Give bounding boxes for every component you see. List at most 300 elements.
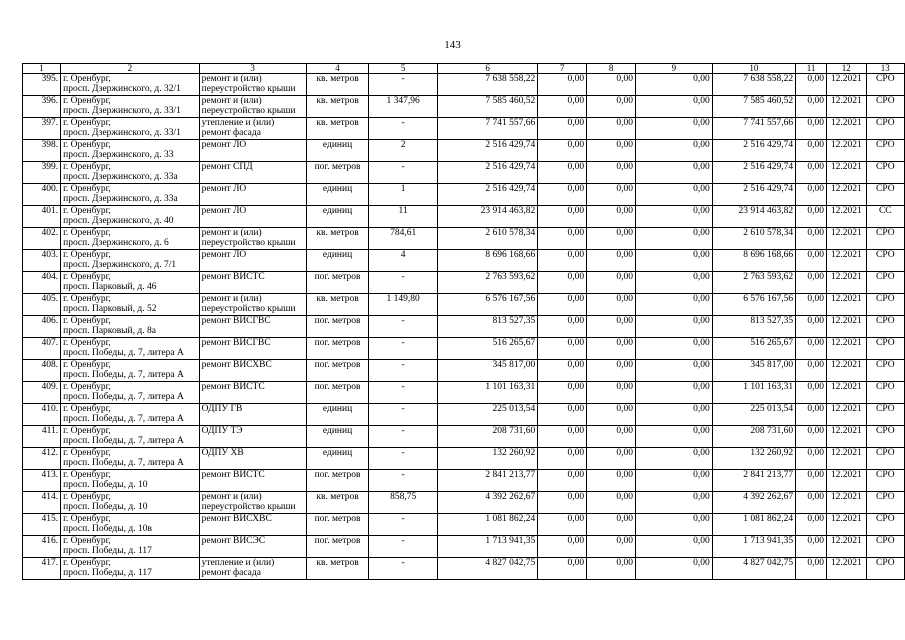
column-header: 4 [306, 64, 369, 74]
source-cell: СРО [866, 360, 904, 382]
table-body [23, 74, 905, 580]
cost-cell: 0,00 [796, 470, 827, 492]
cost-cell: 0,00 [538, 140, 587, 162]
address-line: просп. Дзержинского, д. 33/1 [63, 128, 181, 138]
work-line: ремонт ЛО [201, 140, 247, 150]
unit-cell: пог. метров [306, 470, 369, 492]
address-cell [61, 250, 200, 272]
unit-cell: единиц [306, 426, 369, 448]
column-header: 12 [827, 64, 867, 74]
work-line: ремонт и (или) [201, 492, 262, 502]
total-cost-cell: 1 713 941,35 [437, 536, 537, 558]
cost-cell: 1 081 862,24 [712, 514, 795, 536]
cost-cell: 0,00 [587, 316, 636, 338]
unit-cell: единиц [306, 404, 369, 426]
cost-cell: 0,00 [796, 426, 827, 448]
cost-cell: 0,00 [538, 338, 587, 360]
works-table [22, 63, 905, 580]
work-line: утепление и (или) [201, 558, 275, 568]
cost-cell: 0,00 [587, 74, 636, 96]
cost-cell: 0,00 [587, 514, 636, 536]
total-cost-cell: 813 527,35 [437, 316, 537, 338]
source-cell: СРО [866, 96, 904, 118]
source-cell: СРО [866, 404, 904, 426]
row-number: 411. [23, 426, 61, 448]
address-line: г. Оренбург, [63, 316, 111, 326]
work-line: ремонт ВИСЭС [201, 536, 266, 546]
cost-cell: 7 585 460,52 [712, 96, 795, 118]
address-cell [61, 558, 200, 580]
cost-cell: 0,00 [538, 536, 587, 558]
address-line: просп. Дзержинского, д. 7/1 [63, 260, 177, 270]
table-header [23, 64, 905, 74]
table-row [23, 250, 905, 272]
date-cell: 12.2021 [827, 448, 867, 470]
header-row [23, 64, 905, 74]
work-line: ОДПУ ГВ [201, 404, 243, 414]
column-header: 11 [796, 64, 827, 74]
row-number: 398. [23, 140, 61, 162]
cost-cell: 0,00 [538, 162, 587, 184]
row-number: 417. [23, 558, 61, 580]
cost-cell: 6 576 167,56 [712, 294, 795, 316]
address-line: г. Оренбург, [63, 360, 111, 370]
row-number: 407. [23, 338, 61, 360]
date-cell: 12.2021 [827, 316, 867, 338]
cost-cell: 345 817,00 [712, 360, 795, 382]
address-cell [61, 426, 200, 448]
cost-cell: 0,00 [538, 404, 587, 426]
cost-cell: 2 516 429,74 [712, 184, 795, 206]
cost-cell: 0,00 [587, 536, 636, 558]
quantity-cell: 11 [369, 206, 438, 228]
row-number: 402. [23, 228, 61, 250]
table-row [23, 272, 905, 294]
cost-cell: 0,00 [636, 162, 713, 184]
address-line: г. Оренбург, [63, 74, 111, 84]
quantity-cell: - [369, 514, 438, 536]
column-header: 7 [538, 64, 587, 74]
table-row [23, 206, 905, 228]
work-line: переустройство крыши [201, 84, 296, 94]
quantity-cell: 4 [369, 250, 438, 272]
total-cost-cell: 2 516 429,74 [437, 184, 537, 206]
cost-cell: 0,00 [796, 228, 827, 250]
quantity-cell: - [369, 338, 438, 360]
work-type-cell [199, 74, 306, 96]
work-line: ремонт ВИСХВС [201, 514, 272, 524]
date-cell: 12.2021 [827, 140, 867, 162]
cost-cell: 4 827 042,75 [712, 558, 795, 580]
address-line: просп. Победы, д. 117 [63, 568, 152, 578]
work-type-cell [199, 206, 306, 228]
work-type-cell [199, 140, 306, 162]
cost-cell: 0,00 [636, 382, 713, 404]
cost-cell: 0,00 [636, 536, 713, 558]
unit-cell: пог. метров [306, 338, 369, 360]
quantity-cell: - [369, 536, 438, 558]
total-cost-cell: 2 841 213,77 [437, 470, 537, 492]
table-row [23, 74, 905, 96]
date-cell: 12.2021 [827, 162, 867, 184]
total-cost-cell: 4 392 262,67 [437, 492, 537, 514]
work-line: ремонт ВИСТС [201, 272, 265, 282]
cost-cell: 0,00 [587, 426, 636, 448]
column-header: 5 [369, 64, 438, 74]
work-type-cell [199, 316, 306, 338]
cost-cell: 0,00 [796, 492, 827, 514]
cost-cell: 0,00 [538, 558, 587, 580]
address-line: г. Оренбург, [63, 558, 111, 568]
cost-cell: 2 763 593,62 [712, 272, 795, 294]
unit-cell: единиц [306, 184, 369, 206]
address-line: г. Оренбург, [63, 470, 111, 480]
date-cell: 12.2021 [827, 514, 867, 536]
address-cell [61, 536, 200, 558]
quantity-cell: - [369, 404, 438, 426]
work-type-cell [199, 558, 306, 580]
cost-cell: 0,00 [587, 96, 636, 118]
work-line: ремонт и (или) [201, 74, 262, 84]
cost-cell: 0,00 [538, 448, 587, 470]
cost-cell: 4 392 262,67 [712, 492, 795, 514]
source-cell: СРО [866, 184, 904, 206]
unit-cell: единиц [306, 206, 369, 228]
work-line: переустройство крыши [201, 238, 296, 248]
work-type-cell [199, 470, 306, 492]
address-line: г. Оренбург, [63, 294, 111, 304]
cost-cell: 0,00 [636, 140, 713, 162]
work-type-cell [199, 184, 306, 206]
address-cell [61, 360, 200, 382]
work-type-cell [199, 404, 306, 426]
source-cell: СРО [866, 448, 904, 470]
cost-cell: 0,00 [636, 294, 713, 316]
cost-cell: 0,00 [796, 140, 827, 162]
table-row [23, 316, 905, 338]
date-cell: 12.2021 [827, 206, 867, 228]
source-cell: СРО [866, 118, 904, 140]
cost-cell: 0,00 [587, 558, 636, 580]
quantity-cell: - [369, 448, 438, 470]
unit-cell: единиц [306, 448, 369, 470]
date-cell: 12.2021 [827, 558, 867, 580]
address-line: просп. Дзержинского, д. 33а [63, 194, 178, 204]
date-cell: 12.2021 [827, 404, 867, 426]
quantity-cell: - [369, 382, 438, 404]
cost-cell: 0,00 [796, 338, 827, 360]
cost-cell: 0,00 [587, 360, 636, 382]
work-line: ремонт ВИСТС [201, 382, 265, 392]
address-line: просп. Парковый, д. 52 [63, 304, 157, 314]
source-cell: СРО [866, 536, 904, 558]
address-line: просп. Победы, д. 117 [63, 546, 152, 556]
date-cell: 12.2021 [827, 360, 867, 382]
work-type-cell [199, 426, 306, 448]
address-line: просп. Победы, д. 10 [63, 480, 148, 490]
unit-cell: пог. метров [306, 514, 369, 536]
address-cell [61, 140, 200, 162]
address-cell [61, 382, 200, 404]
cost-cell: 1 101 163,31 [712, 382, 795, 404]
work-type-cell [199, 448, 306, 470]
unit-cell: пог. метров [306, 382, 369, 404]
source-cell: СРО [866, 162, 904, 184]
work-line: ремонт ЛО [201, 250, 247, 260]
cost-cell: 0,00 [636, 470, 713, 492]
address-cell [61, 96, 200, 118]
address-cell [61, 272, 200, 294]
column-header: 9 [636, 64, 713, 74]
work-line: ремонт ЛО [201, 184, 247, 194]
cost-cell: 0,00 [636, 338, 713, 360]
source-cell: СРО [866, 514, 904, 536]
work-line: ремонт и (или) [201, 96, 262, 106]
cost-cell: 2 516 429,74 [712, 140, 795, 162]
source-cell: СРО [866, 140, 904, 162]
address-line: просп. Победы, д. 7, литера А [63, 414, 184, 424]
work-type-cell [199, 294, 306, 316]
date-cell: 12.2021 [827, 382, 867, 404]
address-line: г. Оренбург, [63, 250, 111, 260]
unit-cell: кв. метров [306, 74, 369, 96]
date-cell: 12.2021 [827, 250, 867, 272]
source-cell: СРО [866, 294, 904, 316]
total-cost-cell: 1 101 163,31 [437, 382, 537, 404]
work-line: ОДПУ ХВ [201, 448, 244, 458]
cost-cell: 0,00 [796, 404, 827, 426]
cost-cell: 0,00 [587, 162, 636, 184]
quantity-cell: 1 [369, 184, 438, 206]
address-line: просп. Победы, д. 10в [63, 524, 152, 534]
table-row [23, 448, 905, 470]
cost-cell: 0,00 [636, 228, 713, 250]
address-cell [61, 74, 200, 96]
cost-cell: 0,00 [796, 184, 827, 206]
cost-cell: 0,00 [796, 294, 827, 316]
row-number: 400. [23, 184, 61, 206]
work-type-cell [199, 118, 306, 140]
table-row [23, 162, 905, 184]
total-cost-cell: 132 260,92 [437, 448, 537, 470]
date-cell: 12.2021 [827, 492, 867, 514]
address-line: просп. Победы, д. 10 [63, 502, 148, 512]
column-header: 10 [712, 64, 795, 74]
cost-cell: 0,00 [796, 118, 827, 140]
total-cost-cell: 516 265,67 [437, 338, 537, 360]
cost-cell: 0,00 [636, 96, 713, 118]
column-header: 6 [437, 64, 537, 74]
table-row [23, 492, 905, 514]
row-number: 416. [23, 536, 61, 558]
quantity-cell: 2 [369, 140, 438, 162]
work-line: ремонт СПД [201, 162, 253, 172]
row-number: 410. [23, 404, 61, 426]
unit-cell: пог. метров [306, 272, 369, 294]
cost-cell: 225 013,54 [712, 404, 795, 426]
source-cell: СРО [866, 316, 904, 338]
row-number: 397. [23, 118, 61, 140]
address-line: просп. Дзержинского, д. 33а [63, 172, 178, 182]
work-line: ОДПУ ТЭ [201, 426, 243, 436]
unit-cell: кв. метров [306, 96, 369, 118]
row-number: 395. [23, 74, 61, 96]
unit-cell: кв. метров [306, 558, 369, 580]
cost-cell: 0,00 [796, 250, 827, 272]
work-type-cell [199, 492, 306, 514]
cost-cell: 0,00 [538, 184, 587, 206]
date-cell: 12.2021 [827, 184, 867, 206]
address-line: просп. Дзержинского, д. 33/1 [63, 106, 181, 116]
cost-cell: 0,00 [796, 360, 827, 382]
cost-cell: 0,00 [538, 426, 587, 448]
work-line: ремонт и (или) [201, 294, 262, 304]
total-cost-cell: 4 827 042,75 [437, 558, 537, 580]
cost-cell: 2 610 578,34 [712, 228, 795, 250]
table-row [23, 558, 905, 580]
total-cost-cell: 2 516 429,74 [437, 162, 537, 184]
column-header: 8 [587, 64, 636, 74]
cost-cell: 8 696 168,66 [712, 250, 795, 272]
table-row [23, 382, 905, 404]
address-cell [61, 316, 200, 338]
source-cell: СРО [866, 338, 904, 360]
address-line: просп. Дзержинского, д. 40 [63, 216, 174, 226]
total-cost-cell: 345 817,00 [437, 360, 537, 382]
address-cell [61, 118, 200, 140]
total-cost-cell: 23 914 463,82 [437, 206, 537, 228]
unit-cell: единиц [306, 140, 369, 162]
work-line: ремонт ВИСГВС [201, 338, 271, 348]
address-line: г. Оренбург, [63, 184, 111, 194]
total-cost-cell: 7 638 558,22 [437, 74, 537, 96]
cost-cell: 0,00 [587, 184, 636, 206]
quantity-cell: - [369, 162, 438, 184]
date-cell: 12.2021 [827, 294, 867, 316]
column-header: 1 [23, 64, 61, 74]
address-line: г. Оренбург, [63, 162, 111, 172]
address-line: просп. Победы, д. 7, литера А [63, 348, 184, 358]
table-row [23, 360, 905, 382]
column-header: 2 [61, 64, 200, 74]
address-line: просп. Победы, д. 7, литера А [63, 370, 184, 380]
cost-cell: 0,00 [636, 206, 713, 228]
address-line: г. Оренбург, [63, 338, 111, 348]
quantity-cell: - [369, 74, 438, 96]
cost-cell: 0,00 [538, 228, 587, 250]
work-type-cell [199, 162, 306, 184]
address-line: г. Оренбург, [63, 448, 111, 458]
total-cost-cell: 225 013,54 [437, 404, 537, 426]
cost-cell: 516 265,67 [712, 338, 795, 360]
quantity-cell: - [369, 316, 438, 338]
work-type-cell [199, 382, 306, 404]
address-line: г. Оренбург, [63, 404, 111, 414]
cost-cell: 0,00 [636, 426, 713, 448]
cost-cell: 0,00 [587, 294, 636, 316]
quantity-cell: 858,75 [369, 492, 438, 514]
cost-cell: 132 260,92 [712, 448, 795, 470]
address-line: просп. Победы, д. 7, литера А [63, 436, 184, 446]
cost-cell: 2 841 213,77 [712, 470, 795, 492]
row-number: 401. [23, 206, 61, 228]
address-line: г. Оренбург, [63, 426, 111, 436]
cost-cell: 0,00 [538, 316, 587, 338]
cost-cell: 0,00 [587, 492, 636, 514]
cost-cell: 0,00 [538, 294, 587, 316]
cost-cell: 0,00 [796, 96, 827, 118]
table-row [23, 184, 905, 206]
row-number: 406. [23, 316, 61, 338]
cost-cell: 0,00 [538, 492, 587, 514]
address-line: г. Оренбург, [63, 118, 111, 128]
cost-cell: 7 741 557,66 [712, 118, 795, 140]
unit-cell: кв. метров [306, 228, 369, 250]
work-line: ремонт ВИСХВС [201, 360, 272, 370]
cost-cell: 813 527,35 [712, 316, 795, 338]
cost-cell: 0,00 [796, 162, 827, 184]
table-row [23, 404, 905, 426]
total-cost-cell: 7 585 460,52 [437, 96, 537, 118]
cost-cell: 0,00 [587, 448, 636, 470]
date-cell: 12.2021 [827, 536, 867, 558]
cost-cell: 0,00 [587, 118, 636, 140]
quantity-cell: 1 149,80 [369, 294, 438, 316]
cost-cell: 0,00 [636, 74, 713, 96]
cost-cell: 0,00 [796, 272, 827, 294]
unit-cell: пог. метров [306, 162, 369, 184]
cost-cell: 0,00 [796, 206, 827, 228]
address-cell [61, 404, 200, 426]
cost-cell: 0,00 [636, 118, 713, 140]
row-number: 396. [23, 96, 61, 118]
table-row [23, 536, 905, 558]
total-cost-cell: 1 081 862,24 [437, 514, 537, 536]
quantity-cell: - [369, 360, 438, 382]
cost-cell: 0,00 [587, 272, 636, 294]
work-type-cell [199, 250, 306, 272]
address-line: г. Оренбург, [63, 96, 111, 106]
source-cell: СРО [866, 228, 904, 250]
cost-cell: 0,00 [538, 74, 587, 96]
work-line: ремонт фасада [201, 568, 261, 578]
unit-cell: пог. метров [306, 360, 369, 382]
work-line: ремонт и (или) [201, 228, 262, 238]
unit-cell: пог. метров [306, 536, 369, 558]
address-line: г. Оренбург, [63, 382, 111, 392]
unit-cell: кв. метров [306, 294, 369, 316]
address-cell [61, 206, 200, 228]
address-line: г. Оренбург, [63, 492, 111, 502]
cost-cell: 0,00 [538, 470, 587, 492]
address-line: просп. Победы, д. 7, литера А [63, 458, 184, 468]
address-cell [61, 470, 200, 492]
cost-cell: 0,00 [538, 96, 587, 118]
cost-cell: 0,00 [587, 470, 636, 492]
quantity-cell: 1 347,96 [369, 96, 438, 118]
cost-cell: 0,00 [538, 118, 587, 140]
address-line: просп. Парковый, д. 8а [63, 326, 156, 336]
unit-cell: пог. метров [306, 316, 369, 338]
date-cell: 12.2021 [827, 470, 867, 492]
cost-cell: 0,00 [636, 492, 713, 514]
row-number: 414. [23, 492, 61, 514]
address-line: просп. Дзержинского, д. 6 [63, 238, 169, 248]
cost-cell: 208 731,60 [712, 426, 795, 448]
date-cell: 12.2021 [827, 228, 867, 250]
row-number: 409. [23, 382, 61, 404]
work-type-cell [199, 338, 306, 360]
